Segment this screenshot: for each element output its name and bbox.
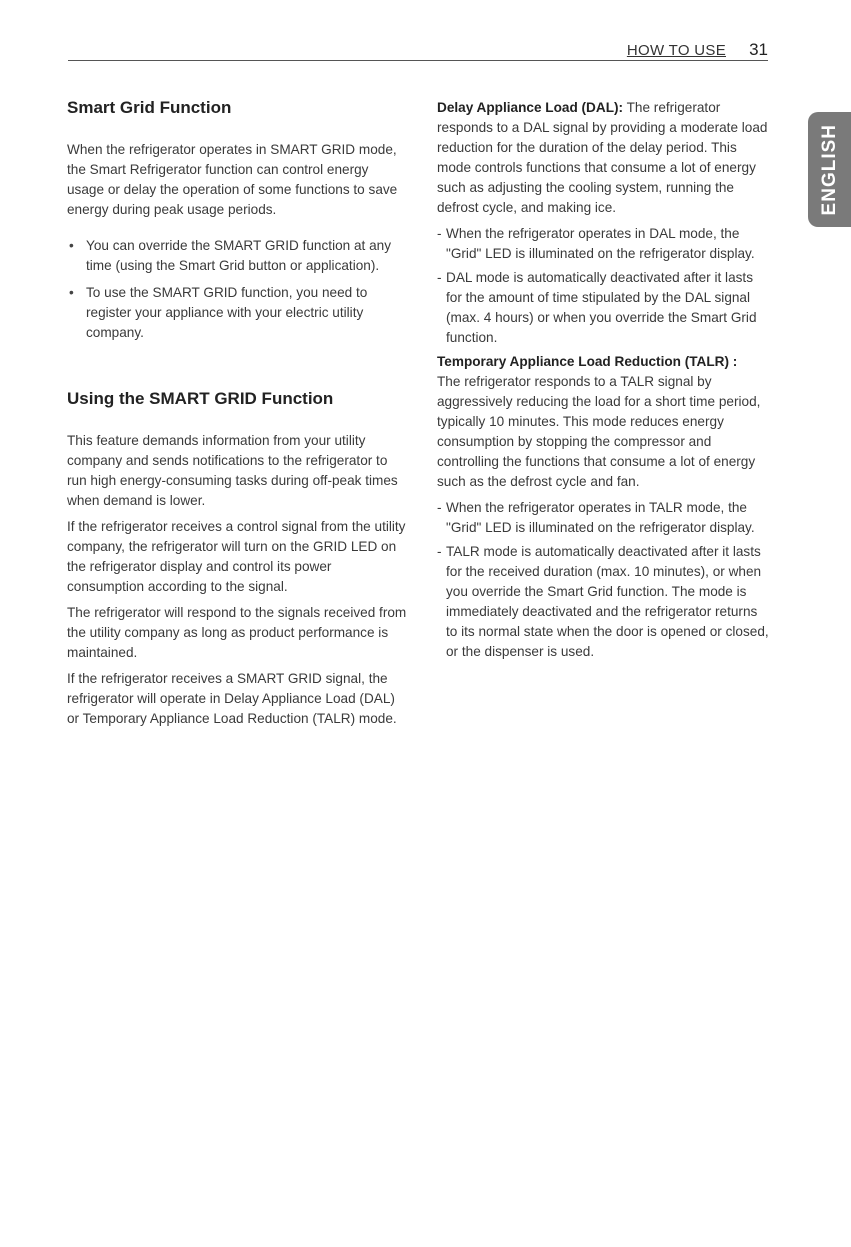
talr-note: - TALR mode is automatically deactivated after it lasts for the received duration (max. 10 minutes), or when you override the Smart Grid function. The mode is immediately deactivated and the refrigerator returns to its normal state when the door is opened or closed, or the dispenser is used. [437,544,769,659]
talr-note: - When the refrigerator operates in TALR mode, the "Grid" LED is illuminated on the refrigerator display. [437,500,755,535]
dal-paragraph [437,98,772,218]
bullet-item: • You can override the SMART GRID function at any time (using the Smart Grid button or application). [67,236,407,276]
page-number: 31 [749,40,768,59]
body-paragraph: If the refrigerator receives a SMART GRID signal, the refrigerator will operate in Delay Appliance Load (DAL) or Temporary Appliance Load Reduction (TALR) mode. [67,671,397,726]
language-tab [808,112,851,227]
body-paragraph: This feature demands information from your utility company and sends notifications to the refrigerator to run high energy-consuming tasks during off-peak times when demand is lower. [67,433,398,508]
bullet-item: • To use the SMART GRID function, you need to register your appliance with your electric utility company. [67,283,407,343]
using-smart-grid-heading: Using the SMART GRID Function [67,389,334,408]
intro-paragraph: When the refrigerator operates in SMART GRID mode, the Smart Refrigerator function can control energy usage or delay the operation of some functions to save energy during peak usage periods. [67,142,398,217]
talr-note-text: When the refrigerator operates in TALR mode, the "Grid" LED is illuminated on the refrigerator display. [446,500,755,535]
smart-grid-heading: Smart Grid Function [67,98,232,117]
dal-note: - DAL mode is automatically deactivated after it lasts for the amount of time stipulated by the DAL signal (max. 4 hours) or when you override the Smart Grid function. [437,270,757,345]
body-paragraph: The refrigerator will respond to the signals received from the utility company as long as product performance is maintained. [67,605,407,660]
talr-note-text: TALR mode is automatically deactivated after it lasts for the received duration (max. 10 minutes), or when you override the Smart Grid function. The mode is immediately deactivated and the refrigerator returns to its normal state when the door is opened or closed, or the dispenser is used. [446,544,769,659]
talr-description: The refrigerator responds to a TALR signal by aggressively reducing the load for a short time period, typically 10 minutes. This mode reduces energy consumption by stopping the compressor and controlling the functions that consume a lot of energy such as the defrost cycle and fan. [437,374,761,489]
page-header [68,38,768,61]
left-column [67,98,407,735]
talr-heading [437,352,772,372]
dal-note: - When the refrigerator operates in DAL mode, the "Grid" LED is illuminated on the refrigerator display. [437,226,755,261]
right-column [437,98,772,666]
bullet-list [67,236,407,343]
talr-term: Temporary Appliance Load Reduction (TALR) : [437,354,738,369]
dal-term: Delay Appliance Load (DAL): [437,100,624,115]
body-paragraph: If the refrigerator receives a control signal from the utility company, the refrigerator will turn on the GRID LED on the refrigerator display and control its power consumption according to the signal. [67,519,406,594]
dal-note-text: When the refrigerator operates in DAL mode, the "Grid" LED is illuminated on the refrigerator display. [446,226,755,261]
section-title: HOW TO USE [626,42,726,59]
language-tab-label: ENGLISH [818,123,840,216]
dal-description: The refrigerator responds to a DAL signal by providing a moderate load reduction for the duration of the delay period. This mode controls functions that consume a lot of energy such as adjusting the cooling system, running the defrost cycle, and making ice. [437,100,768,215]
dal-note-text: DAL mode is automatically deactivated after it lasts for the amount of time stipulated by the DAL signal (max. 4 hours) or when you override the Smart Grid function. [446,270,757,345]
